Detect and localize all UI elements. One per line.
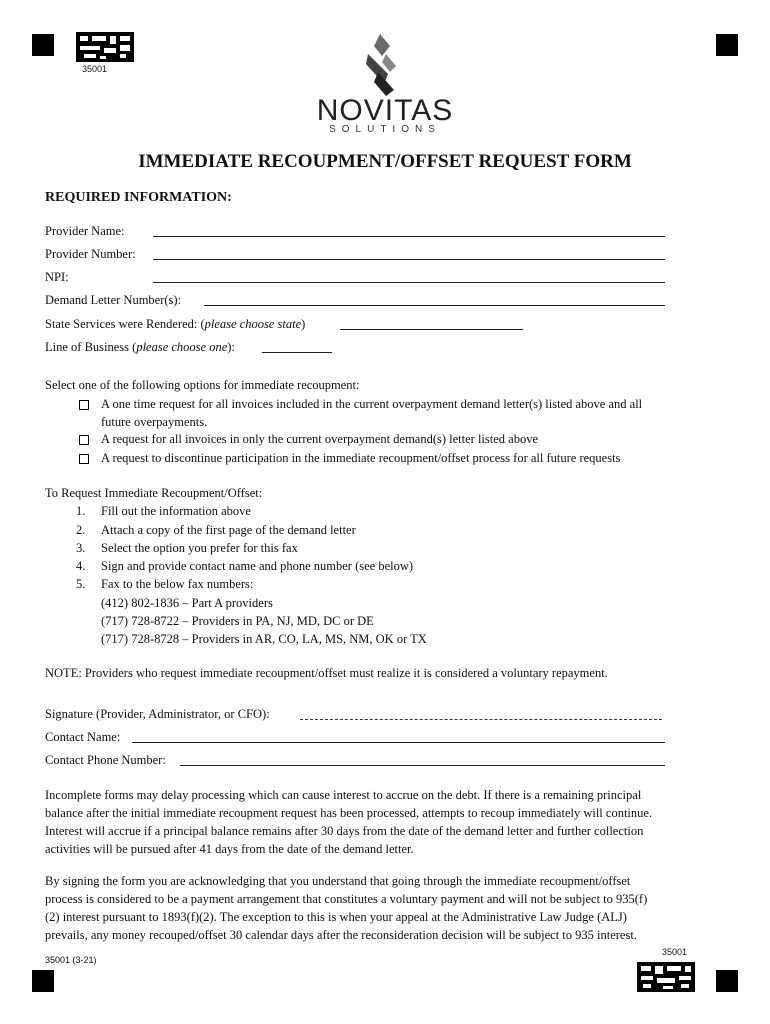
signature-field[interactable] (300, 707, 662, 720)
registration-mark-top-right (716, 34, 738, 56)
required-info-heading: REQUIRED INFORMATION: (45, 190, 232, 205)
demand-letter-field[interactable] (204, 293, 665, 306)
barcode-bottom (637, 962, 695, 992)
fax-number-2: (717) 728-8722 – Providers in PA, NJ, MD, DC or DE (101, 614, 374, 628)
novitas-logo-icon (360, 32, 404, 98)
acknowledgement-paragraph: By signing the form you are acknowledging that you understand that going through the immediate recoupment/offset process is considered to be a payment arrangement that constitutes a voluntary payment and will not be subject to 935(f) (2) interest pursuant to 1893(f)(2). The exception to this is when your appeal at the Administrative Law Judge (ALJ) prevails, any money recouped/offset 30 calendar days after the reconsideration decision will be subject to 935 interest. (45, 874, 648, 942)
npi-field[interactable] (153, 270, 665, 283)
step-4: Sign and provide contact name and phone number (see below) (101, 559, 414, 573)
step-3: Select the option you prefer for this fax (101, 541, 298, 555)
option-1-label-line1: A one time request for all invoices included in the current overpayment demand letter(s) listed above and all (101, 397, 643, 411)
contact-phone-label: Contact Phone Number: (45, 753, 166, 767)
form-code-bottom: 35001 (662, 947, 688, 957)
registration-mark-top-left (32, 34, 54, 56)
contact-name-label: Contact Name: (45, 730, 121, 744)
form-title: IMMEDIATE RECOUPMENT/OFFSET REQUEST FORM (138, 151, 632, 172)
demand-letter-label: Demand Letter Number(s): (45, 293, 182, 307)
signature-label: Signature (Provider, Administrator, or CFO): (45, 707, 270, 721)
option-2-label: A request for all invoices in only the current overpayment demand(s) letter listed above (101, 432, 539, 446)
provider-number-label: Provider Number: (45, 247, 136, 261)
line-of-business-label: Line of Business (please choose one): (45, 340, 235, 354)
logo-subtitle: SOLUTIONS (329, 124, 441, 135)
steps-intro: To Request Immediate Recoupment/Offset: (45, 486, 263, 500)
contact-phone-field[interactable] (180, 753, 665, 766)
form-code-top: 35001 (82, 64, 108, 74)
provider-name-label: Provider Name: (45, 224, 125, 238)
option-1-label-line2: future overpayments. (101, 415, 208, 429)
option-3-checkbox[interactable] (79, 454, 89, 464)
step-2-number: 2. (76, 523, 86, 537)
step-5-number: 5. (76, 577, 86, 591)
option-1-checkbox[interactable] (79, 400, 89, 410)
fax-number-1: (412) 802-1836 – Part A providers (101, 596, 273, 610)
step-3-number: 3. (76, 541, 86, 555)
step-2: Attach a copy of the first page of the demand letter (101, 523, 356, 537)
option-3-label: A request to discontinue participation in the immediate recoupment/offset process for all future requests (101, 451, 621, 465)
registration-mark-bottom-left (32, 970, 54, 992)
fax-number-3: (717) 728-8728 – Providers in AR, CO, LA, MS, NM, OK or TX (101, 632, 427, 646)
contact-name-field[interactable] (132, 730, 665, 743)
npi-label: NPI: (45, 270, 69, 284)
barcode-top (76, 32, 134, 62)
state-services-field[interactable] (340, 317, 523, 330)
step-4-number: 4. (76, 559, 86, 573)
options-intro: Select one of the following options for immediate recoupment: (45, 378, 360, 392)
provider-number-field[interactable] (153, 247, 665, 260)
option-2-checkbox[interactable] (79, 435, 89, 445)
registration-mark-bottom-right (716, 970, 738, 992)
step-5: Fax to the below fax numbers: (101, 577, 254, 591)
line-of-business-field[interactable] (262, 340, 332, 353)
step-1-number: 1. (76, 504, 86, 518)
incomplete-forms-paragraph: Incomplete forms may delay processing which can cause interest to accrue on the debt. If there is a remaining principal balance after the initial immediate recoupment request has been processed, attempts to recoup immediately will continue. Interest will accrue if a principal balance remains after 30 days from the date of the demand letter and further collection activities will be pursued after 41 days from the date of the demand letter. (45, 788, 653, 856)
state-services-label: State Services were Rendered: (please choose state) (45, 317, 306, 331)
provider-name-field[interactable] (153, 224, 665, 237)
form-revision-code: 35001 (3-21) (45, 955, 97, 965)
logo-wordmark: NOVITAS (316, 94, 454, 127)
step-1: Fill out the information above (101, 504, 251, 518)
note-text: NOTE: Providers who request immediate recoupment/offset must realize it is considered a voluntary repayment. (45, 666, 608, 680)
